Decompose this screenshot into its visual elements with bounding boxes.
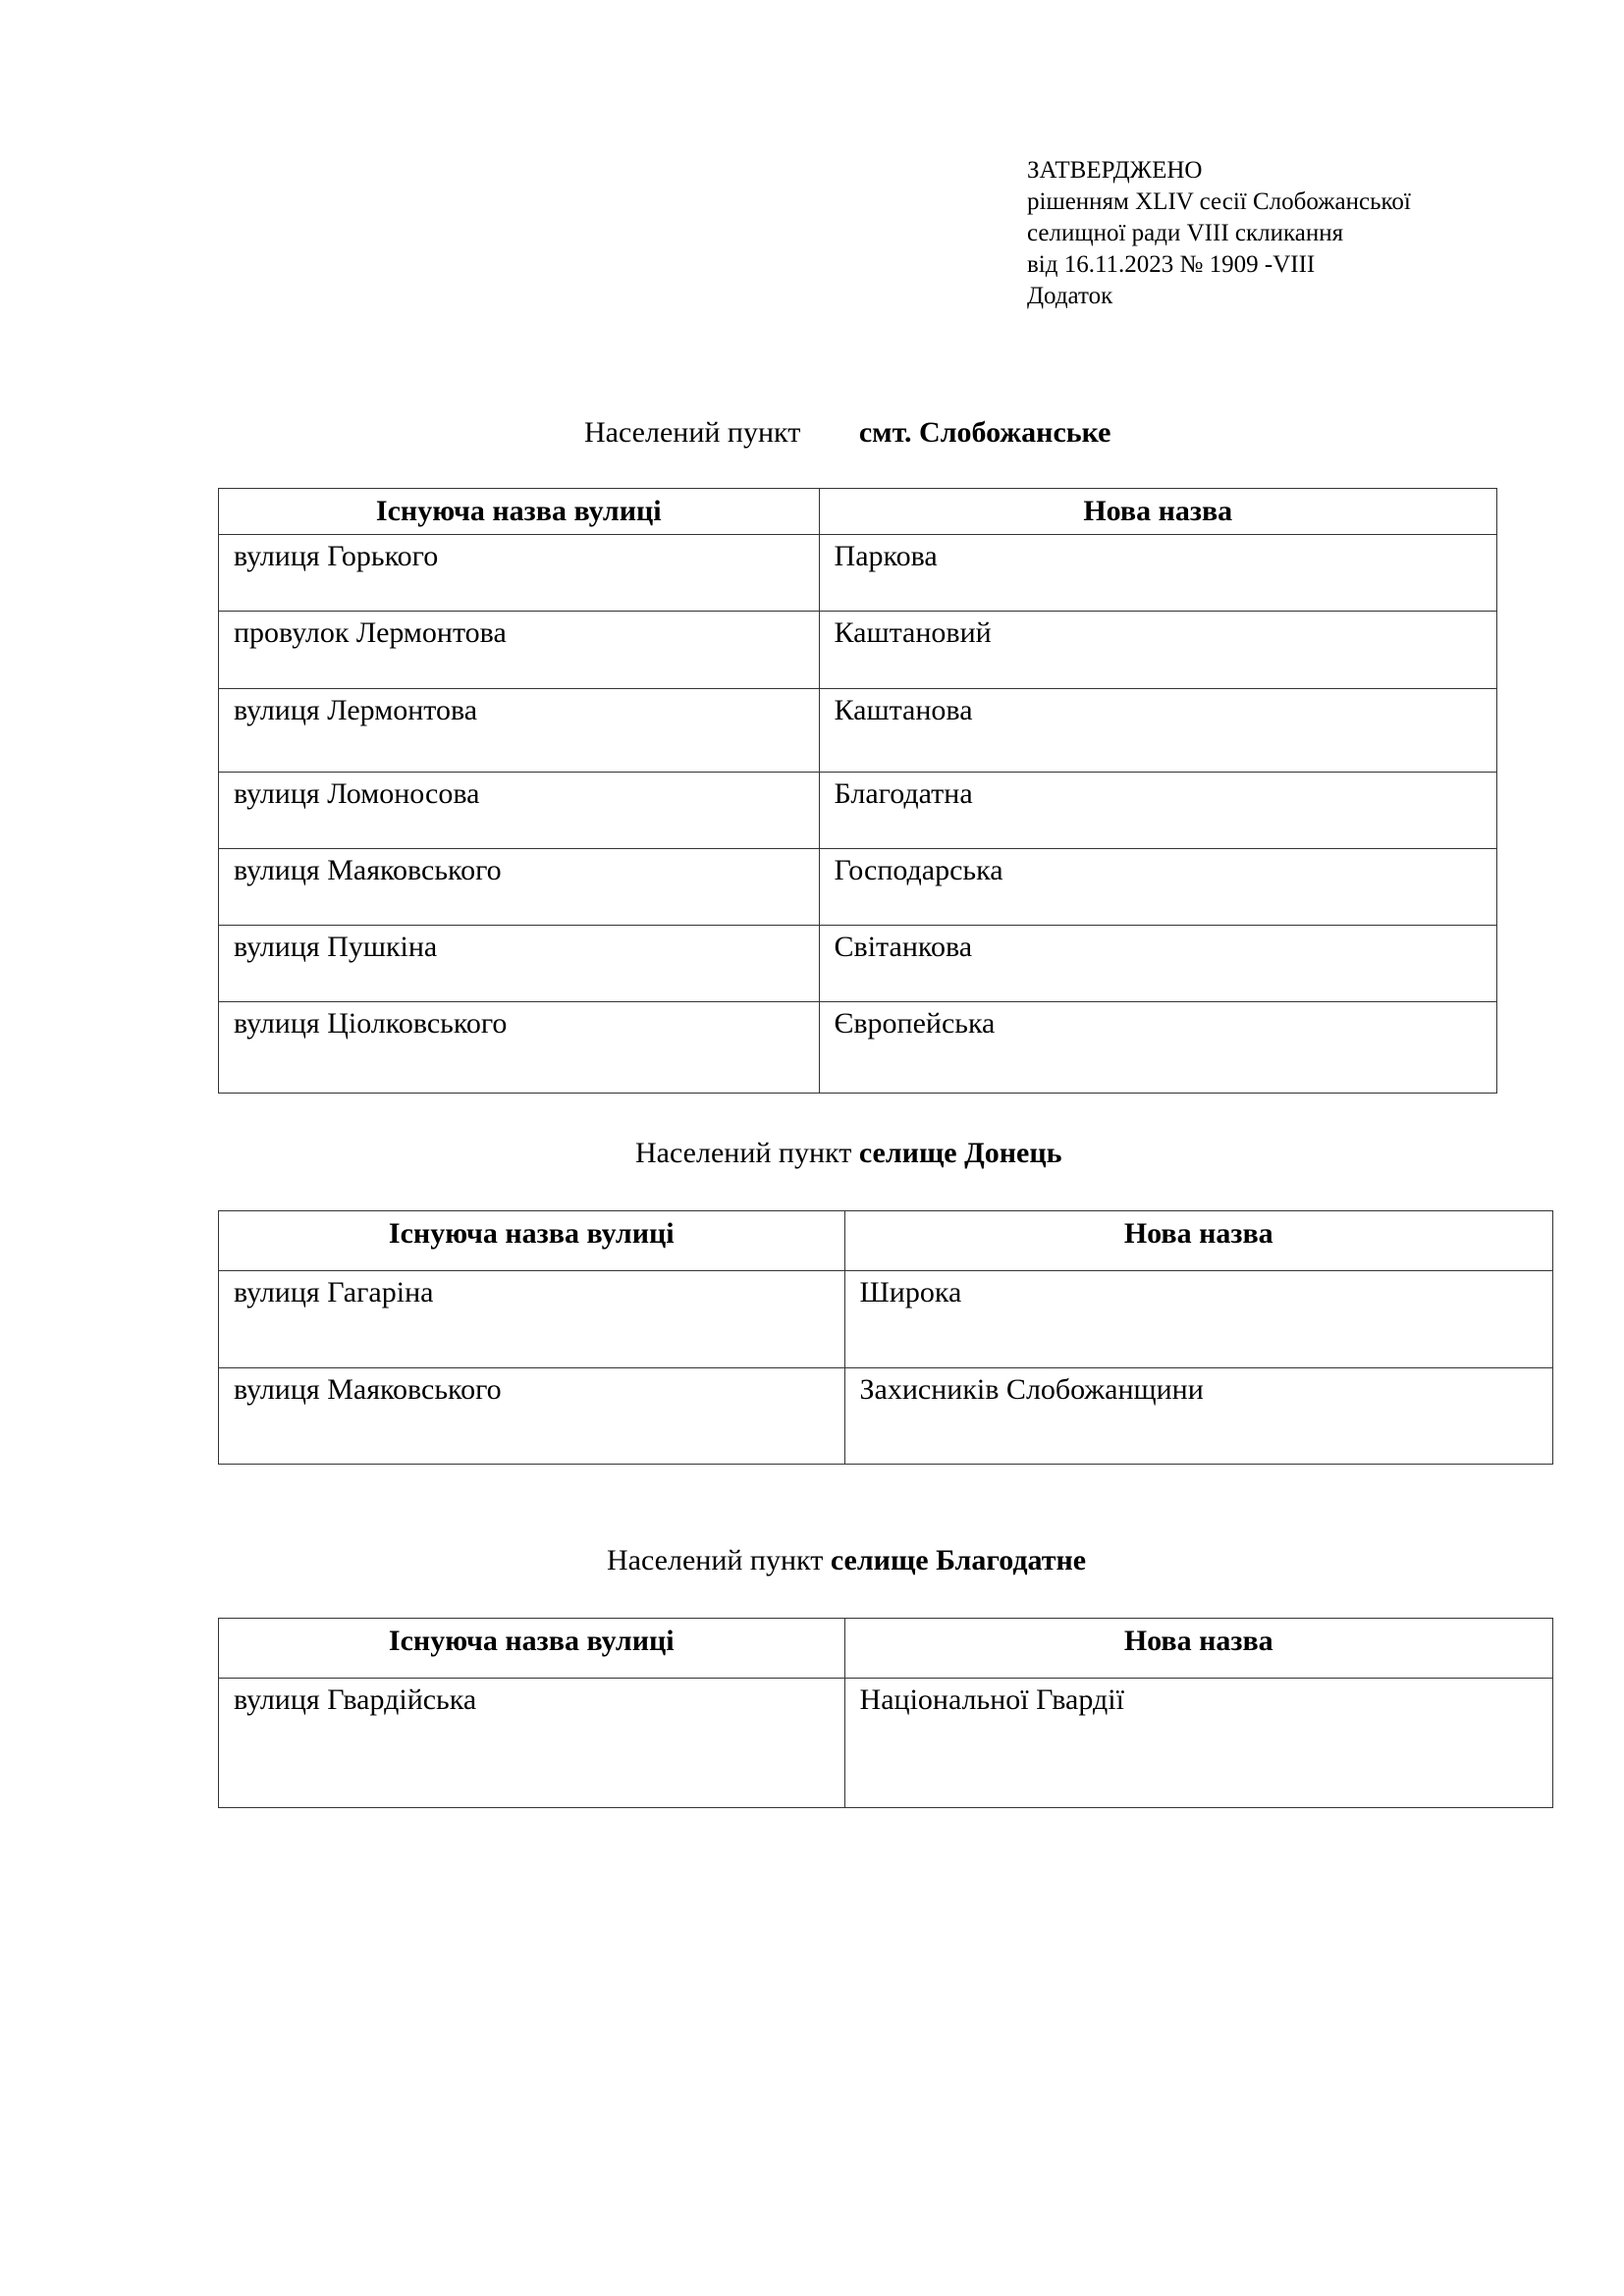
approval-decision: рішенням XLIV сесії Слобожанської (1027, 188, 1411, 215)
approval-date-number: від 16.11.2023 № 1909 -VIII (1027, 251, 1316, 278)
table-row (219, 535, 1497, 612)
old-street-name: вулиця Ціолковського (219, 1002, 820, 1094)
new-street-name: Паркова (819, 535, 1496, 612)
table-row (219, 773, 1497, 849)
header-new-name: Нова назва (844, 1211, 1552, 1271)
old-street-name: вулиця Гвардійська (219, 1679, 845, 1808)
header-old-name: Існуюча назва вулиці (219, 1619, 845, 1679)
new-street-name: Каштановий (819, 612, 1496, 689)
table-row (219, 849, 1497, 926)
place-name: смт. Слобожанське (858, 416, 1111, 449)
table-row (219, 689, 1497, 773)
new-street-name: Європейська (819, 1002, 1496, 1094)
old-street-name: вулиця Горького (219, 535, 820, 612)
new-street-name: Господарська (819, 849, 1496, 926)
table-header-row (219, 1211, 1553, 1271)
old-street-name: вулиця Маяковського (219, 1368, 845, 1465)
old-street-name: вулиця Ломоносова (219, 773, 820, 849)
new-street-name: Захисників Слобожанщини (844, 1368, 1552, 1465)
new-street-name: Благодатна (819, 773, 1496, 849)
approval-appendix: Додаток (1027, 283, 1113, 309)
section-heading-donets (635, 1136, 1061, 1171)
header-new-name: Нова назва (819, 489, 1496, 535)
section-label: Населений пункт (635, 1137, 852, 1169)
table-header-row (219, 1619, 1553, 1679)
section-label: Населений пункт (584, 416, 801, 449)
header-old-name: Існуюча назва вулиці (219, 1211, 845, 1271)
table-row (219, 1679, 1553, 1808)
section-label: Населений пункт (607, 1544, 824, 1576)
street-rename-table-blahodatne (218, 1618, 1553, 1808)
table-row (219, 926, 1497, 1002)
section-heading-blahodatne (607, 1543, 1086, 1578)
new-street-name: Світанкова (819, 926, 1496, 1002)
old-street-name: вулиця Маяковського (219, 849, 820, 926)
section-heading-slobozhanske (584, 415, 1110, 451)
table-header-row (219, 489, 1497, 535)
place-name: селище Донець (858, 1137, 1062, 1169)
old-street-name: вулиця Гагаріна (219, 1271, 845, 1368)
header-new-name: Нова назва (844, 1619, 1552, 1679)
old-street-name: провулок Лермонтова (219, 612, 820, 689)
new-street-name: Національної Гвардії (844, 1679, 1552, 1808)
header-old-name: Існуюча назва вулиці (219, 489, 820, 535)
old-street-name: вулиця Пушкіна (219, 926, 820, 1002)
table-row (219, 1368, 1553, 1465)
old-street-name: вулиця Лермонтова (219, 689, 820, 773)
place-name: селище Благодатне (830, 1544, 1087, 1576)
approval-council: селищної ради VIII скликання (1027, 220, 1344, 246)
new-street-name: Широка (844, 1271, 1552, 1368)
approval-stamp (1027, 155, 1411, 312)
table-row (219, 1002, 1497, 1094)
table-row (219, 1271, 1553, 1368)
street-rename-table-donets (218, 1210, 1553, 1465)
street-rename-table-slobozhanske (218, 488, 1497, 1094)
approval-title: ЗАТВЕРДЖЕНО (1027, 157, 1203, 184)
new-street-name: Каштанова (819, 689, 1496, 773)
table-row (219, 612, 1497, 689)
